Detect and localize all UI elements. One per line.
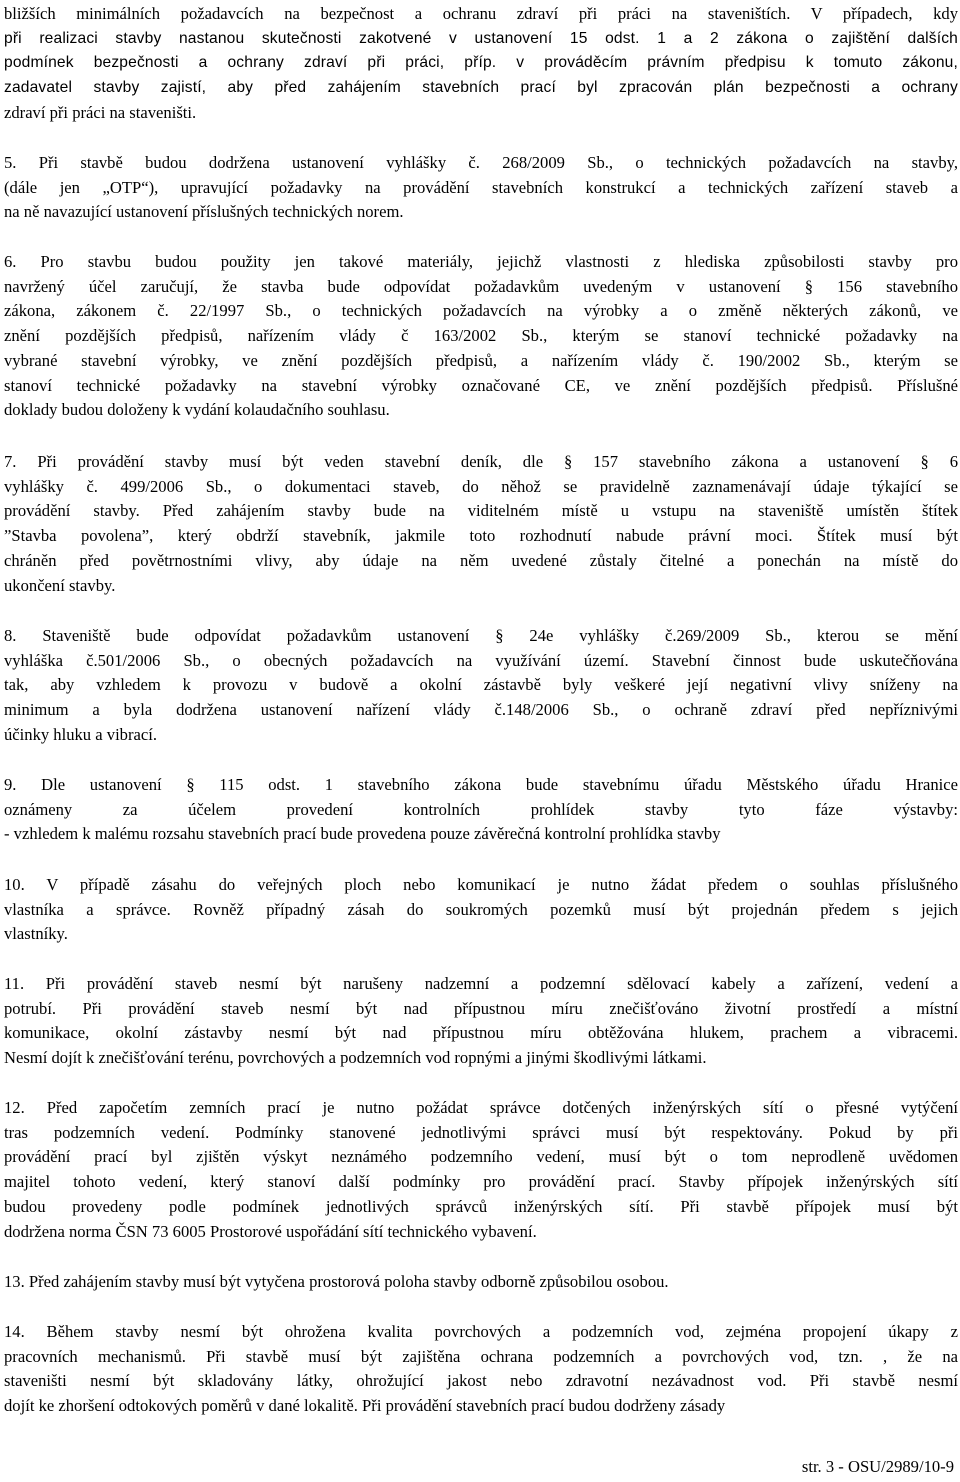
text-line: - vzhledem k malému rozsahu stavebních prací bude provedena pouze závěrečná kontrolní prohlídka stavby: [4, 824, 721, 844]
text-line: majitel tohoto vedení, který stanoví další podmínky pro provádění prací. Stavby přípojek inženýrských sítí: [4, 1172, 958, 1192]
text-line: zákona, zákonem č. 22/1997 Sb., o technických požadavcích na výrobky a o změně některých zákonů, ve: [4, 301, 958, 321]
text-line: 8. Staveniště bude odpovídat požadavkům ustanovení § 24e vyhlášky č.269/2009 Sb., kterou se mění: [4, 626, 958, 645]
text-line: 6. Pro stavbu budou použity jen takové materiály, jejichž vlastnosti z hlediska způsobilosti stavby pro: [4, 252, 958, 271]
text-line: Nesmí dojít k znečišťování terénu, povrchových a podzemních vod ropnými a jinými škodlivými látkami.: [4, 1048, 707, 1068]
text-line: na ně navazující ustanovení příslušných technických norem.: [4, 202, 404, 222]
text-line: minimum a byla dodržena ustanovení nařízení vlády č.148/2006 Sb., o ochraně zdraví před nepříznivými: [4, 700, 958, 720]
paragraph-7: [4, 450, 958, 598]
text-line: tras podzemních vedení. Podmínky stanovené jednotlivými správci musí být respektovány. Pokud by při: [4, 1122, 958, 1142]
text-line: dojít ke zhoršení odtokových poměrů v dané lokalitě. Při provádění stavebních prací budou dodrženy zásady: [4, 1396, 726, 1416]
text-line: podmínek bezpečnosti a ochrany zdraví při práci, příp. v prováděcím právním předpisu k tomuto zákonu,: [4, 54, 958, 72]
text-line: pracovních mechanismů. Při stavbě musí být zajištěna ochrana podzemních a povrchových vod, tzn. , že na: [4, 1346, 958, 1366]
paragraph-9: [4, 773, 958, 847]
paragraph-6: [4, 250, 958, 423]
text-line: potrubí. Při provádění staveb nesmí být nad přípustnou míru znečišťováno životní prostředí a místní: [4, 998, 958, 1018]
text-line: tak, aby vzhledem k provozu v budově a okolní zástavbě byly veškeré její negativní vlivy sníženy na: [4, 675, 958, 695]
text-line: ”Stavba povolena”, který obdrží stavebník, jakmile toto rozhodnutí nabude právní moci. Štítek musí být: [4, 526, 958, 546]
paragraph-intro: [4, 2, 958, 126]
text-line: vyhlášky č. 499/2006 Sb., o dokumentaci staveb, do něhož se pravidelně zaznamenávají údaje týkající se: [4, 476, 958, 496]
text-line: staveništi nesmí být skladovány látky, ohrožující jakost nebo zdravotní nezávadnost vod. Při stavbě nesmí: [4, 1371, 958, 1391]
text-line: 14. Během stavby nesmí být ohrožena kvalita povrchových a podzemních vod, zejména propojení úkapy z: [4, 1322, 958, 1341]
text-line: 13. Před zahájením stavby musí být vytyčena prostorová poloha stavby odborně způsobilou osobou.: [4, 1272, 669, 1291]
text-line: vlastníka a správce. Rovněž případný zásah do soukromých pozemků musí být projednán předem s jejich: [4, 899, 958, 919]
page-footer: str. 3 - OSU/2989/10-9: [801, 1457, 954, 1476]
paragraph-13: [4, 1270, 958, 1295]
text-line: znění pozdějších předpisů, nařízením vlády č 163/2002 Sb., kterým se stanoví technické požadavky na: [4, 326, 958, 346]
paragraph-14: [4, 1320, 958, 1419]
paragraph-8: [4, 624, 958, 748]
text-line: (dále jen „OTP“), upravující požadavky na provádění stavebních konstrukcí a technických zařízení staveb a: [4, 177, 958, 197]
text-line: účinky hluku a vibrací.: [4, 724, 157, 744]
paragraph-11: [4, 972, 958, 1071]
paragraph-5: [4, 151, 958, 225]
text-line: dodržena norma ČSN 73 6005 Prostorové uspořádání sítí technického vybavení.: [4, 1221, 537, 1241]
text-line: 7. Při provádění stavby musí být veden stavební deník, dle § 157 stavebního zákona a ustanovení § 6: [4, 452, 958, 471]
text-line: komunikace, okolní zástavby nesmí být nad přípustnou míru obtěžována hlukem, prachem a vibracemi.: [4, 1023, 958, 1043]
text-line: 5. Při stavbě budou dodržena ustanovení vyhlášky č. 268/2009 Sb., o technických požadavcích na stavby,: [4, 153, 958, 172]
paragraph-12: [4, 1096, 958, 1244]
text-line: při realizaci stavby nastanou skutečnosti zakotvené v ustanovení 15 odst. 1 a 2 zákona o zajištění dalších: [4, 29, 958, 47]
text-line: 9. Dle ustanovení § 115 odst. 1 stavebního zákona bude stavebnímu úřadu Městského úřadu Hranice: [4, 775, 958, 794]
text-line: provádění stavby. Před zahájením stavby bude na viditelném místě u vstupu na staveniště umístěn štítek: [4, 501, 958, 521]
text-line: vybrané stavební výrobky, ve znění pozdějších předpisů, a nařízením vlády č. 190/2002 Sb., kterým se: [4, 350, 958, 370]
paragraph-10: [4, 873, 958, 947]
text-line: chráněn před povětrnostními vlivy, aby údaje na něm uvedené zůstaly čitelné a ponechán na místě do: [4, 550, 958, 570]
text-line: stanoví technické požadavky na stavební výrobky označované CE, ve znění pozdějších předpisů. Příslušné: [4, 375, 958, 395]
text-line: vyhláška č.501/2006 Sb., o obecných požadavcích na využívání území. Stavební činnost bude uskutečňována: [4, 650, 958, 670]
text-line: 11. Při provádění staveb nesmí být narušeny nadzemní a podzemní sdělovací kabely a zařízení, vedení a: [4, 974, 958, 993]
text-line: doklady budou doloženy k vydání kolaudačního souhlasu.: [4, 400, 390, 420]
text-line: bližších minimálních požadavcích na bezpečnost a ochranu zdraví při práci na staveništích. V případech, kdy: [4, 4, 958, 23]
text-line: provádění prací byl zjištěn výskyt neznámého podzemního vedení, musí být o tom neprodleně uvědomen: [4, 1147, 958, 1167]
text-line: zdraví při práci na staveništi.: [4, 102, 197, 122]
text-line: vlastníky.: [4, 924, 68, 944]
text-line: 10. V případě zásahu do veřejných ploch nebo komunikací je nutno žádat předem o souhlas příslušného: [4, 875, 958, 894]
text-line: oznámeny za účelem provedení kontrolních prohlídek stavby tyto fáze výstavby:: [4, 799, 958, 819]
text-line: budou provedeny podle podmínek jednotlivých správců inženýrských sítí. Při stavbě přípojek musí být: [4, 1196, 958, 1216]
text-line: navržený účel zaručují, že stavba bude odpovídat požadavkům uvedeným v ustanovení § 156 stavebního: [4, 276, 958, 296]
text-line: 12. Před započetím zemních prací je nutno požádat správce dotčených inženýrských sítí o přesné vytýčení: [4, 1098, 958, 1117]
text-line: zadavatel stavby zajistí, aby před zahájením stavebních prací byl zpracován plán bezpečnosti a ochrany: [4, 79, 958, 97]
text-line: ukončení stavby.: [4, 575, 116, 595]
